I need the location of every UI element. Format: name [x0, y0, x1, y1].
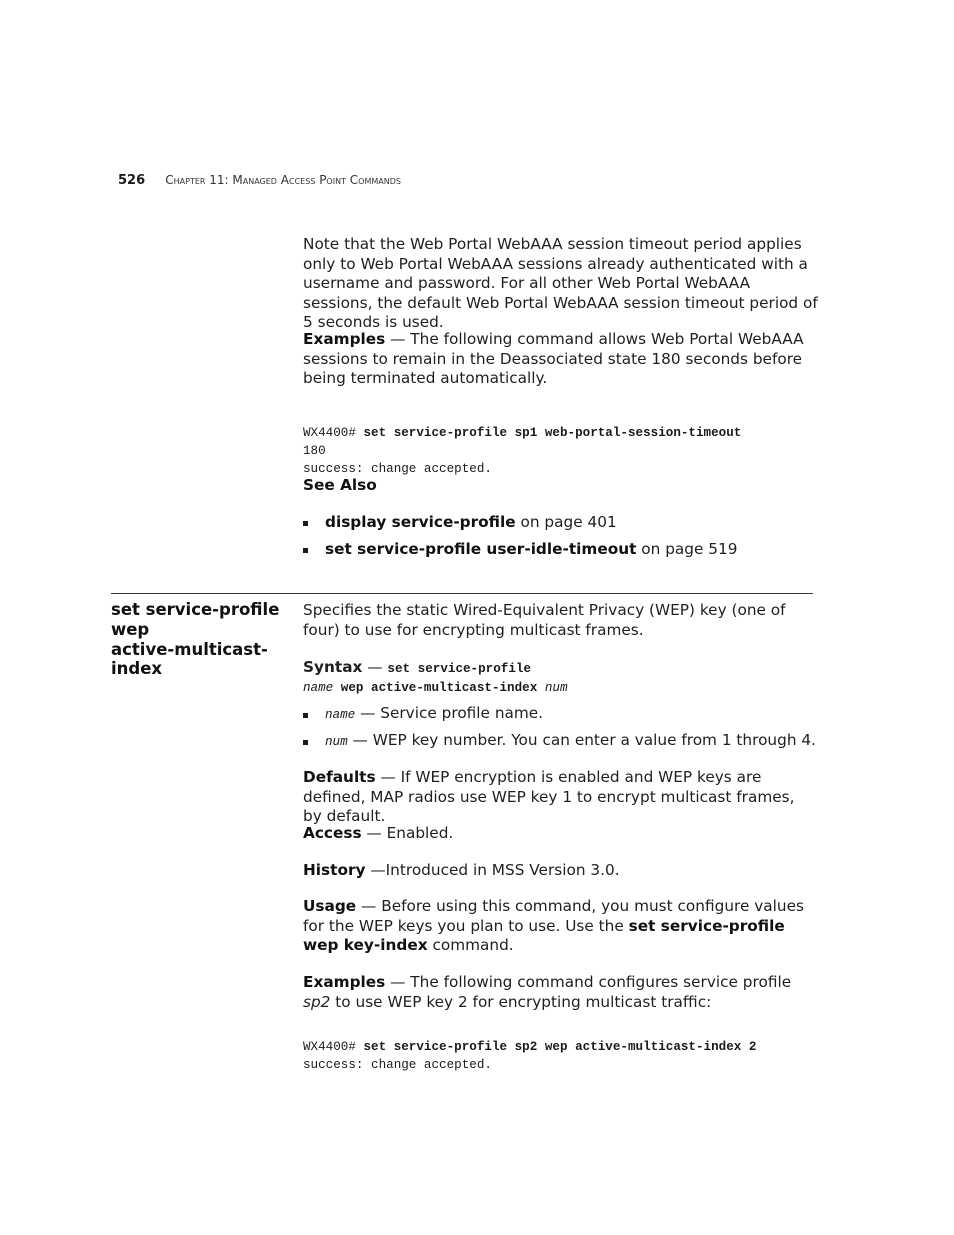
bullet-icon — [303, 740, 308, 745]
history-paragraph — [303, 861, 818, 881]
chapter-title: Chapter 11: Managed Access Point Commands — [165, 173, 401, 187]
access-label: Access — [303, 824, 362, 842]
history-text: —Introduced in MSS Version 3.0. — [365, 861, 620, 879]
examples-label: Examples — [303, 973, 386, 991]
examples-text-end: to use WEP key 2 for encrypting multicast traffic: — [330, 992, 712, 1011]
usage-text-end: command. — [427, 936, 514, 955]
examples-label: Examples — [303, 330, 386, 348]
see-also-heading: See Also — [303, 476, 377, 494]
code-line-2: 180 — [303, 444, 326, 458]
access-text: — Enabled. — [361, 824, 454, 842]
section-description: Specifies the static Wired-Equivalent Privacy (WEP) key (one of four) to use for encrypting multicast frames. — [303, 601, 786, 639]
section-title-line: wep — [111, 619, 150, 639]
code-block — [303, 406, 823, 496]
syntax-param-num: num — [544, 681, 568, 695]
code-command: set service-profile sp1 web-portal-session-timeout — [355, 426, 742, 440]
see-also-item — [325, 513, 825, 533]
defaults-label: Defaults — [303, 768, 376, 786]
syntax-dash: — — [362, 658, 388, 676]
examples-profile: sp2 — [303, 992, 331, 1011]
code-output: success: change accepted. — [303, 1058, 492, 1072]
usage-command: set service-profile wep key-index — [303, 916, 785, 955]
bullet-icon — [303, 521, 308, 526]
param-item — [325, 731, 825, 751]
param-name: num — [325, 735, 348, 749]
section-title — [111, 600, 291, 679]
see-also-command[interactable]: display service-profile — [325, 513, 516, 531]
code-prompt: WX4400# — [303, 426, 356, 440]
section-code-block — [303, 1020, 823, 1092]
note-paragraph: Note that the Web Portal WebAAA session timeout period applies only to Web Portal WebAAA sessions already authenticated with a username and password. For all other Web Portal WebAAA sessions, the default Web Portal WebAAA session timeout period of 5 seconds is used. — [303, 235, 818, 332]
section-divider — [111, 593, 813, 594]
syntax-block — [303, 657, 823, 698]
examples-paragraph — [303, 330, 818, 389]
page-number: 526 — [118, 173, 146, 188]
section-title-line: index — [111, 659, 163, 679]
section-examples-paragraph — [303, 973, 818, 1012]
defaults-paragraph — [303, 768, 818, 827]
usage-label: Usage — [303, 897, 357, 915]
examples-text: — The following command allows Web Portal WebAAA sessions to remain in the Deassociated state 180 seconds before being terminated automatically. — [303, 330, 804, 388]
code-command: set service-profile sp2 wep active-multicast-index 2 — [355, 1040, 757, 1054]
see-also-item — [325, 540, 825, 560]
history-label: History — [303, 861, 366, 879]
code-prompt: WX4400# — [303, 1040, 356, 1054]
see-also-page: on page 401 — [515, 513, 617, 531]
usage-paragraph — [303, 897, 818, 956]
page-header — [118, 172, 401, 189]
access-paragraph — [303, 824, 818, 844]
bullet-icon — [303, 713, 308, 718]
param-desc: — WEP key number. You can enter a value from 1 through 4. — [347, 731, 816, 749]
examples-text: — The following command configures service profile — [385, 973, 792, 991]
see-also-page: on page 519 — [636, 540, 738, 558]
code-output: success: change accepted. — [303, 462, 492, 476]
syntax-command-cont: wep active-multicast-index — [333, 681, 545, 695]
see-also-command[interactable]: set service-profile user-idle-timeout — [325, 540, 637, 558]
usage-text: — Before using this command, you must configure values for the WEP keys you plan to use. Use the — [303, 897, 804, 935]
syntax-label: Syntax — [303, 658, 363, 676]
bullet-icon — [303, 548, 308, 553]
code-line-1 — [303, 1038, 823, 1056]
section-title-line: set service-profile — [111, 600, 280, 619]
section-title-line: active-multicast- — [111, 639, 268, 659]
code-line-1 — [303, 424, 823, 442]
syntax-command: set service-profile — [387, 662, 532, 676]
param-desc: — Service profile name. — [355, 704, 544, 722]
defaults-text: — If WEP encryption is enabled and WEP keys are defined, MAP radios use WEP key 1 to encrypt multicast frames, by default. — [303, 768, 795, 826]
param-name: name — [325, 708, 356, 722]
param-item — [325, 704, 825, 724]
syntax-param-name: name — [303, 681, 334, 695]
